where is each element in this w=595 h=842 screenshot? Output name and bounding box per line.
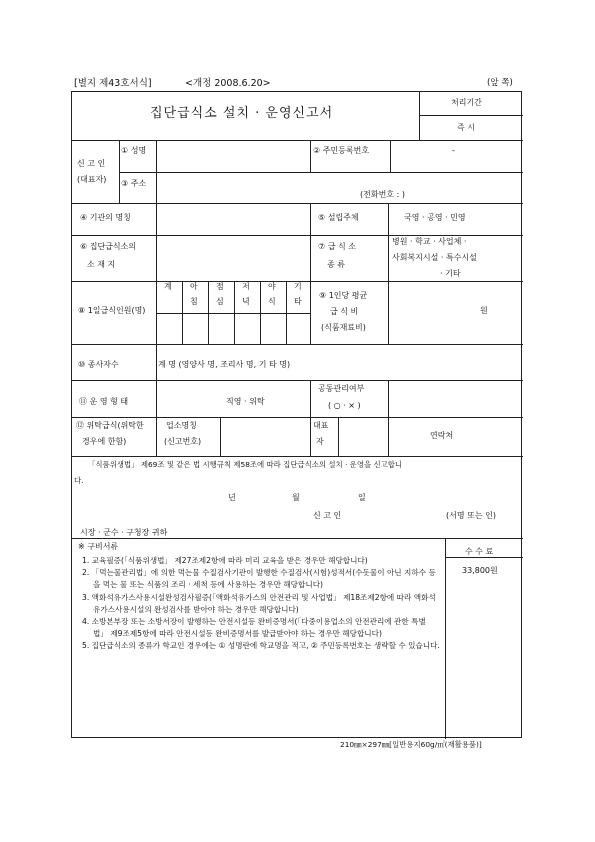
- establisher-label: ⑤ 설립주체: [318, 213, 359, 222]
- date-month: 월: [292, 493, 300, 502]
- kind-options-2[interactable]: 사회복지시설 · 특수시설: [392, 253, 477, 262]
- location-field[interactable]: [157, 236, 307, 280]
- name-label: ① 성명: [121, 146, 147, 155]
- required-doc-item: 3. 액화석유가스사용시설완성검사필증(「액화석유가스의 안전관리 및 사업법」 제18조제2항에 따라 액화석유가스사용시설의 완성검사를 받아야 하는 경우만 해당합니다): [82, 592, 436, 614]
- consign-label: ⑫ 위탁급식(위탁한: [76, 421, 144, 430]
- required-doc-item: 4. 소방본부장 또는 소방서장이 발행하는 안전시설등 완비증명서(「다중이용업소의 안전관리에 관한 특별법」 제9조제5항에 따라 안전시설등 완비증명서를 발급받아야 하는 경우만 해당합니다): [82, 617, 426, 639]
- declaration-text-2: 다.: [74, 476, 84, 485]
- meal-cost-label-2: 급 식 비: [330, 307, 359, 316]
- applicant-rep-label: (대표자): [77, 175, 107, 184]
- revision-date: <개정 2008.6.20>: [185, 78, 271, 89]
- required-doc-item: 1. 교육필증(「식품위생법」 제27조제2항에 따라 미리 교육을 받은 경우만 해당합니다): [82, 556, 368, 565]
- meal-col-header: 점: [216, 282, 224, 291]
- kind-label-2: 종 류: [327, 260, 345, 269]
- meal-col-header: 기: [294, 282, 302, 291]
- location-label: ⑥ 집단급식소의: [80, 242, 137, 251]
- required-doc-item: 2. 「먹는물관리법」에 의한 먹는물 수질검사기관이 발행한 수질검사(시험)성적서(수돗물이 아닌 지하수 등을 먹는 물 또는 식품의 조리 · 세척 등에 사용하는 경우만 해당합니다): [82, 568, 436, 590]
- contact-field[interactable]: [482, 418, 520, 454]
- meal-cost-label-3: (식품재료비): [321, 323, 366, 332]
- meal-count-field[interactable]: [260, 313, 284, 343]
- date-year: 년: [228, 493, 236, 502]
- consign-rep-field[interactable]: [339, 418, 385, 454]
- addressee: 시장 · 군수 · 구청장 귀하: [80, 528, 168, 537]
- address-label: ③ 주소: [121, 179, 147, 188]
- contact-label: 연락처: [430, 431, 454, 440]
- paper-spec: 210㎜×297㎜[일반용지60g/㎡(재활용품)]: [340, 740, 482, 749]
- meal-col-header-2: 식: [268, 297, 276, 306]
- org-name-label: ④ 기관의 명칭: [80, 213, 131, 222]
- required-doc-item: 5. 집단급식소의 종류가 학교인 경우에는 ① 성명란에 학교명을 적고, ② 주민등록번호는 생략할 수 있습니다.: [82, 641, 440, 651]
- meal-col-header-2: 타: [294, 297, 302, 306]
- declaration-text: 「식품위생법」 제69조 및 같은 법 시행규칙 제58조에 따라 집단급식소의 설치 · 운영을 신고합니: [88, 460, 403, 469]
- consign-rep-label: 대표: [313, 421, 329, 430]
- operation-label: ⑪ 운 영 형 태: [79, 397, 129, 406]
- rrn-label: ② 주민등록번호: [313, 146, 370, 155]
- meal-col-header-2: 침: [190, 297, 198, 306]
- page-side: (앞 쪽): [487, 78, 513, 88]
- consign-rep-label-2: 자: [316, 437, 324, 446]
- address-field[interactable]: [157, 172, 517, 200]
- applicant-label: 신 고 인: [77, 159, 106, 168]
- form-title: 집단급식소 설치 · 운영신고서: [150, 106, 334, 121]
- company-number-label: (신고번호): [164, 437, 202, 446]
- sign-note: (서명 또는 인): [446, 511, 496, 520]
- joint-management-label: 공동관리여부: [318, 384, 365, 393]
- meal-col-header: 계: [164, 282, 172, 291]
- staff-counts[interactable]: 계 명 (영양사 명, 조리사 명, 기 타 명): [158, 360, 291, 369]
- staff-label: ⑩ 종사자수: [78, 360, 119, 369]
- joint-management-options[interactable]: ( ○ · × ): [328, 401, 361, 410]
- establisher-options[interactable]: 국영 · 공영 · 민영: [404, 213, 466, 222]
- meal-col-header: 저: [242, 282, 250, 291]
- phone-label: (전화번호 : ): [360, 190, 405, 199]
- required-docs-list: [82, 555, 440, 653]
- org-name-field[interactable]: [157, 204, 307, 232]
- meal-count-field[interactable]: [234, 313, 258, 343]
- rrn-dash: -: [452, 146, 455, 155]
- operation-options[interactable]: 직영 · 위탁: [226, 397, 265, 406]
- processing-period-label: 처리기간: [451, 98, 482, 107]
- meal-cost-unit: 원: [480, 306, 488, 315]
- meal-count-field[interactable]: [286, 313, 310, 343]
- kind-options-1[interactable]: 병원 · 학교 · 사업체 ·: [392, 237, 467, 246]
- meal-count-field[interactable]: [156, 313, 180, 343]
- meal-cost-label: ⑨ 1인당 평균: [319, 291, 368, 300]
- fee-label: 수 수 료: [465, 547, 494, 556]
- name-field[interactable]: [157, 141, 307, 169]
- meal-col-header-2: 녁: [242, 297, 250, 306]
- rrn-field[interactable]: [391, 141, 519, 169]
- consign-label-2: 경우에 한함): [82, 437, 127, 446]
- company-field[interactable]: [221, 418, 307, 454]
- date-day: 일: [358, 493, 366, 502]
- processing-period-value: 즉 시: [457, 123, 475, 132]
- kind-options-3[interactable]: · 기타: [440, 269, 461, 278]
- meal-col-header-2: 심: [216, 297, 224, 306]
- meal-count-field[interactable]: [208, 313, 232, 343]
- daily-meals-label: ⑧ 1일급식인원(명): [78, 306, 146, 315]
- meal-col-header: 아: [190, 282, 198, 291]
- kind-label: ⑦ 급 식 소: [318, 242, 356, 251]
- meal-col-header: 야: [268, 282, 276, 291]
- fee-value: 33,800원: [462, 566, 498, 575]
- company-name-label: 업소명칭: [166, 421, 197, 430]
- meal-count-field[interactable]: [182, 313, 206, 343]
- form-number: [별지 제43호서식]: [74, 78, 152, 89]
- location-label-2: 소 재 지: [87, 260, 116, 269]
- signer-label: 신 고 인: [313, 511, 342, 520]
- required-docs-title: ※ 구비서류: [78, 542, 119, 551]
